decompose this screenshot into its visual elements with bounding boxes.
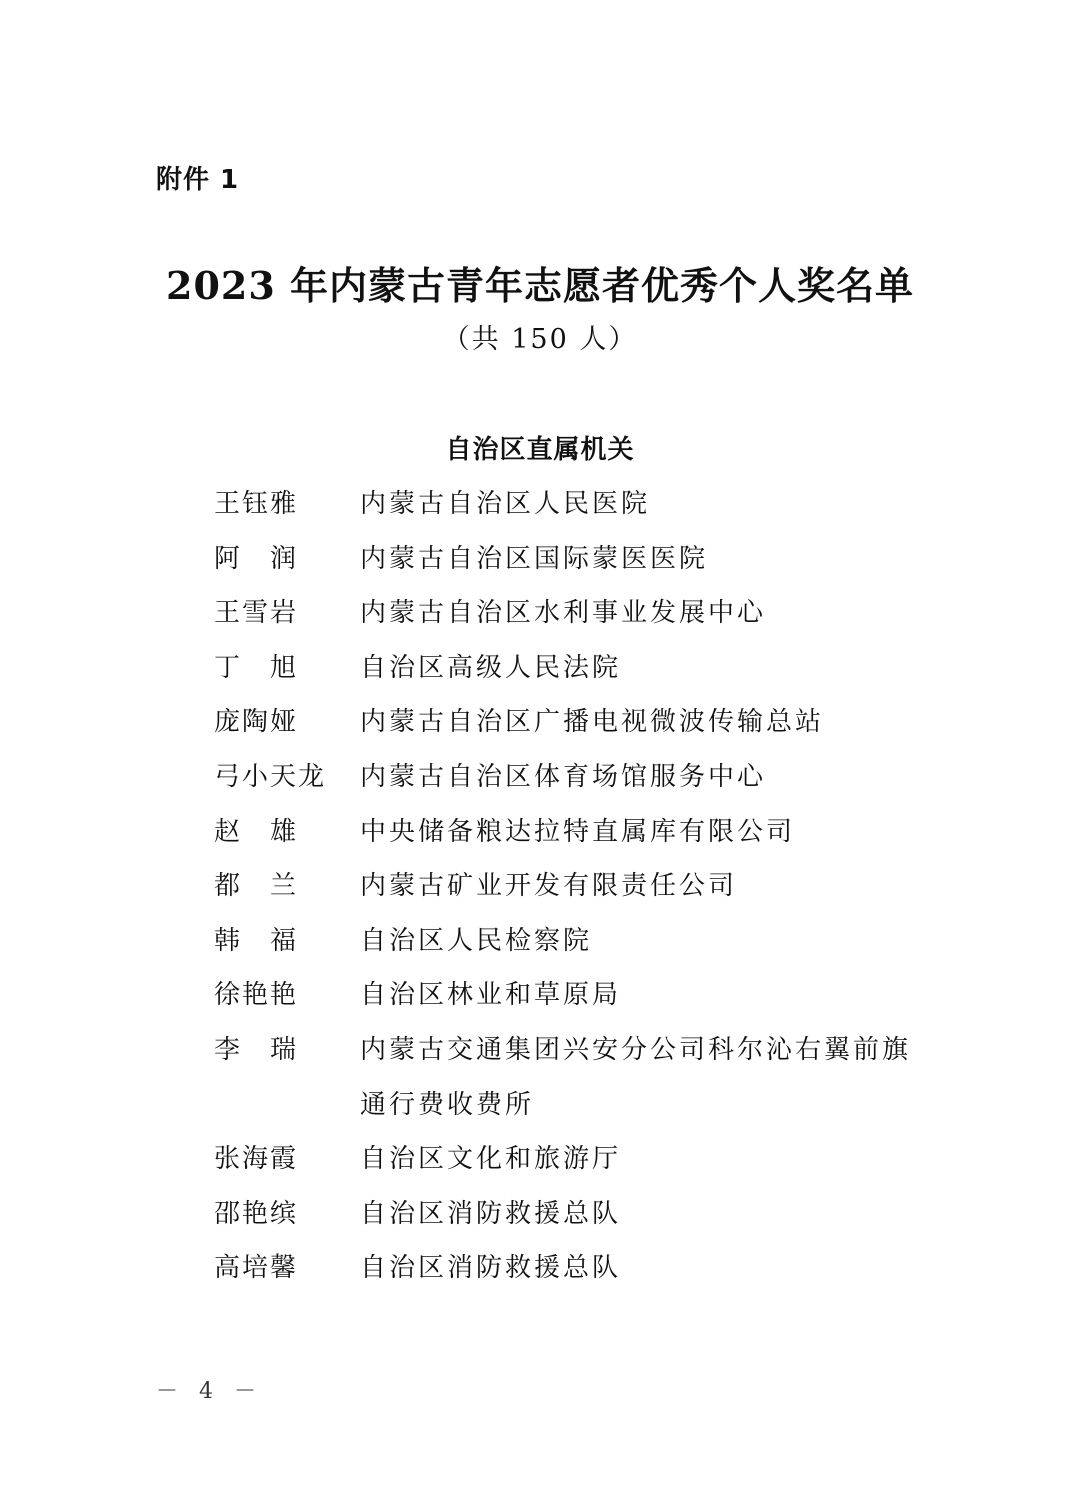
awardee-name: 徐艳艳 — [214, 980, 299, 1011]
awardee-name: 高培馨 — [214, 1253, 299, 1284]
list-item — [214, 968, 934, 1023]
awardee-unit: 内蒙古自治区水利事业发展中心 — [360, 598, 767, 629]
list-item — [214, 532, 934, 587]
awardee-unit: 内蒙古自治区人民医院 — [360, 489, 651, 519]
page-number: － 4 － — [156, 1379, 263, 1404]
awardee-name: 都 兰 — [214, 871, 299, 902]
list-item — [214, 1241, 934, 1296]
list-item — [214, 477, 934, 532]
awardee-name: 张海霞 — [214, 1144, 299, 1175]
attachment-label: 附件 1 — [156, 165, 240, 195]
section-heading: 自治区直属机关 — [445, 435, 635, 465]
awardee-unit: 中央储备粮达拉特直属库有限公司 — [360, 816, 796, 847]
awardee-unit: 自治区人民检察院 — [360, 925, 593, 956]
awardee-unit: 内蒙古交通集团兴安分公司科尔沁右翼前旗通行费收费所 — [360, 1034, 912, 1120]
awardee-name: 王雪岩 — [214, 598, 299, 629]
awardee-list — [214, 477, 934, 1296]
awardee-count: （共 150 人） — [442, 324, 638, 355]
awardee-name: 赵 雄 — [214, 816, 299, 847]
awardee-unit: 自治区林业和草原局 — [360, 980, 622, 1011]
awardee-name: 李 瑞 — [214, 1034, 299, 1065]
awardee-name: 王钰雅 — [214, 489, 299, 519]
awardee-name: 弓小天龙 — [214, 761, 327, 792]
list-item — [214, 805, 934, 860]
awardee-unit: 内蒙古自治区体育场馆服务中心 — [360, 761, 767, 792]
awardee-name: 庞陶娅 — [214, 707, 299, 738]
list-item — [214, 1187, 934, 1242]
awardee-unit: 内蒙古自治区广播电视微波传输总站 — [360, 707, 825, 738]
awardee-unit: 内蒙古矿业开发有限责任公司 — [360, 871, 738, 902]
list-item — [214, 586, 934, 641]
list-item — [214, 859, 934, 914]
list-item — [214, 641, 934, 696]
awardee-name: 韩 福 — [214, 925, 299, 956]
awardee-name: 丁 旭 — [214, 652, 299, 683]
awardee-unit: 自治区高级人民法院 — [360, 652, 622, 683]
list-item — [214, 914, 934, 969]
list-item — [214, 1023, 934, 1132]
awardee-unit: 自治区消防救援总队 — [360, 1198, 622, 1229]
list-item — [214, 695, 934, 750]
awardee-name: 邵艳缤 — [214, 1198, 299, 1229]
list-item — [214, 1132, 934, 1187]
awardee-unit: 内蒙古自治区国际蒙医医院 — [360, 543, 709, 574]
awardee-unit: 自治区文化和旅游厅 — [360, 1144, 622, 1175]
awardee-name: 阿 润 — [214, 543, 299, 574]
awardee-unit: 自治区消防救援总队 — [360, 1253, 622, 1284]
document-title: 2023 年内蒙古青年志愿者优秀个人奖名单 — [166, 263, 914, 308]
list-item — [214, 750, 934, 805]
